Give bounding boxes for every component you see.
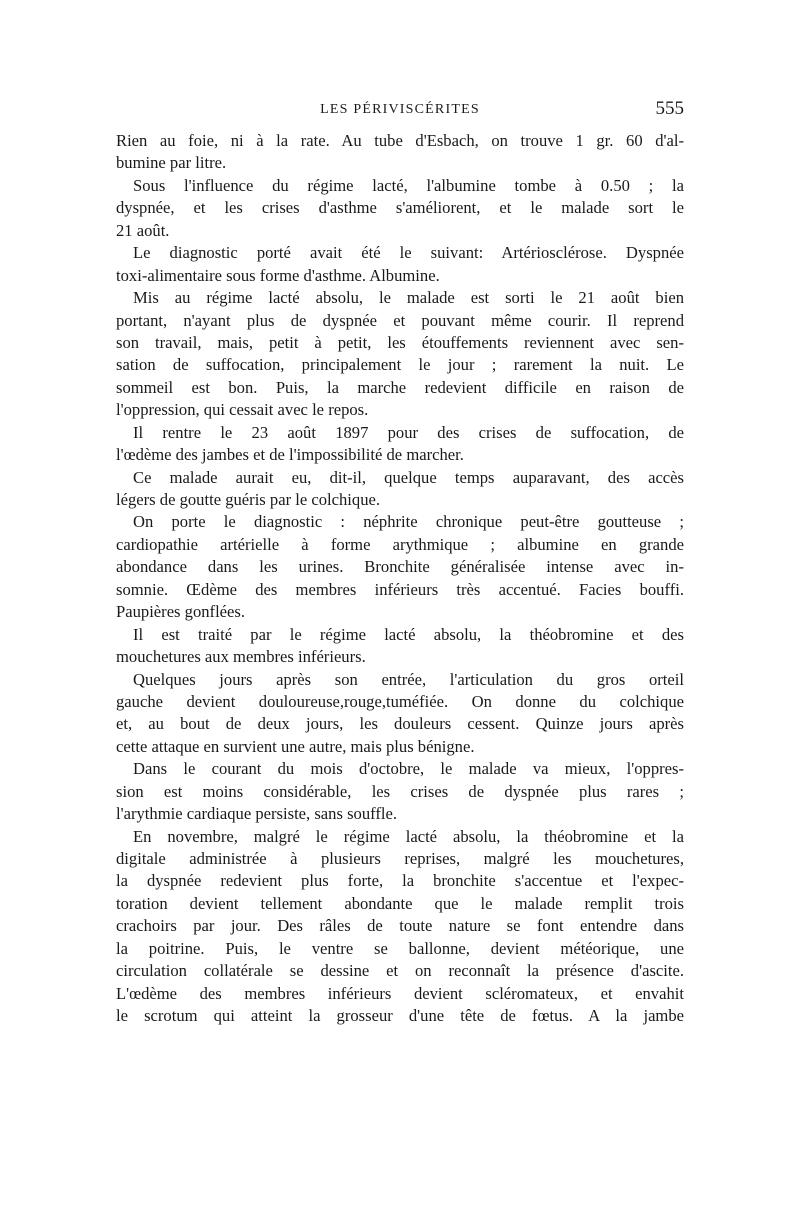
text-line: toxi-alimentaire sous forme d'asthme. Albumine. (116, 265, 440, 285)
text-line: Sous l'influence du régime lacté, l'albumine tombe à 0.50 ; la (133, 175, 684, 195)
text-line: circulation collatérale se dessine et on reconnaît la présence d'ascite. (116, 961, 684, 981)
text-line: bumine par litre. (116, 153, 227, 173)
text-line: L'œdème des membres inférieurs devient scléromateux, et envahit (116, 983, 684, 1003)
text-line: dyspnée, et les crises d'asthme s'améliorent, et le malade sort le (116, 198, 684, 218)
text-line: sommeil est bon. Puis, la marche redevient difficile en raison de (116, 377, 684, 397)
text-line: Paupières gonflées. (116, 602, 246, 622)
text-line: légers de goutte guéris par le colchique. (116, 490, 381, 509)
text-line: Quelques jours après son entrée, l'articulation du gros orteil (133, 669, 684, 689)
running-head (116, 100, 684, 124)
text-line: Mis au régime lacté absolu, le malade est sorti le 21 août bien (133, 288, 684, 308)
text-line: l'arythmie cardiaque persiste, sans souffle. (116, 804, 397, 824)
text-line: Il est traité par le régime lacté absolu, la théobromine et des (133, 624, 684, 644)
text-line: On porte le diagnostic : néphrite chronique peut-être goutteuse ; (133, 512, 684, 532)
text-line: gauche devient douloureuse,rouge,tuméfiée. On donne du colchique (116, 691, 684, 711)
text-line: toration devient tellement abondante que le malade remplit trois (116, 893, 684, 913)
text-line: Rien au foie, ni à la rate. Au tube d'Esbach, on trouve 1 gr. 60 d'al- (116, 131, 684, 150)
text-line: crachoirs par jour. Des râles de toute nature se font entendre dans (116, 916, 684, 936)
text-line: mouchetures aux membres inférieurs. (116, 647, 366, 667)
page-number: 555 (655, 98, 684, 119)
text-line: digitale administrée à plusieurs reprises, malgré les mouchetures, (116, 849, 684, 868)
text-line: somnie. Œdème des membres inférieurs très accentué. Facies bouffi. (116, 579, 684, 599)
text-line: la poitrine. Puis, le ventre se ballonne, devient météorique, une (116, 938, 684, 958)
text-line: 21 août. (116, 220, 170, 240)
text-line: sation de suffocation, principalement le jour ; rarement la nuit. Le (116, 355, 684, 375)
text-line: cardiopathie artérielle à forme arythmique ; albumine en grande (116, 534, 684, 554)
text-line: la dyspnée redevient plus forte, la bronchite s'accentue et l'expec- (116, 871, 684, 891)
text-line: l'œdème des jambes et de l'impossibilité de marcher. (116, 445, 464, 465)
text-line: cette attaque en survient une autre, mais plus bénigne. (116, 736, 475, 756)
text-line: Dans le courant du mois d'octobre, le malade va mieux, l'oppres- (133, 759, 684, 779)
text-line: Ce malade aurait eu, dit-il, quelque temps auparavant, des accès (133, 467, 684, 487)
body-text (116, 130, 684, 1028)
text-line: et, au bout de deux jours, les douleurs cessent. Quinze jours après (116, 714, 684, 734)
text-line: sion est moins considérable, les crises de dyspnée plus rares ; (116, 781, 684, 801)
text-line: son travail, mais, petit à petit, les étouffements reviennent avec sen- (116, 332, 684, 352)
text-line: Il rentre le 23 août 1897 pour des crises de suffocation, de (133, 422, 684, 442)
text-line: portant, n'ayant plus de dyspnée et pouvant même courir. Il reprend (116, 310, 684, 330)
text-line: abondance dans les urines. Bronchite généralisée intense avec in- (116, 557, 684, 577)
text-line: Le diagnostic porté avait été le suivant: Artériosclérose. Dyspnée (133, 243, 684, 263)
running-title: LES PÉRIVISCÉRITES (320, 102, 480, 117)
text-line: l'oppression, qui cessait avec le repos. (116, 400, 369, 420)
text-line: le scrotum qui atteint la grosseur d'une tête de fœtus. A la jambe (116, 1006, 684, 1026)
text-line: En novembre, malgré le régime lacté absolu, la théobromine et la (133, 826, 684, 846)
